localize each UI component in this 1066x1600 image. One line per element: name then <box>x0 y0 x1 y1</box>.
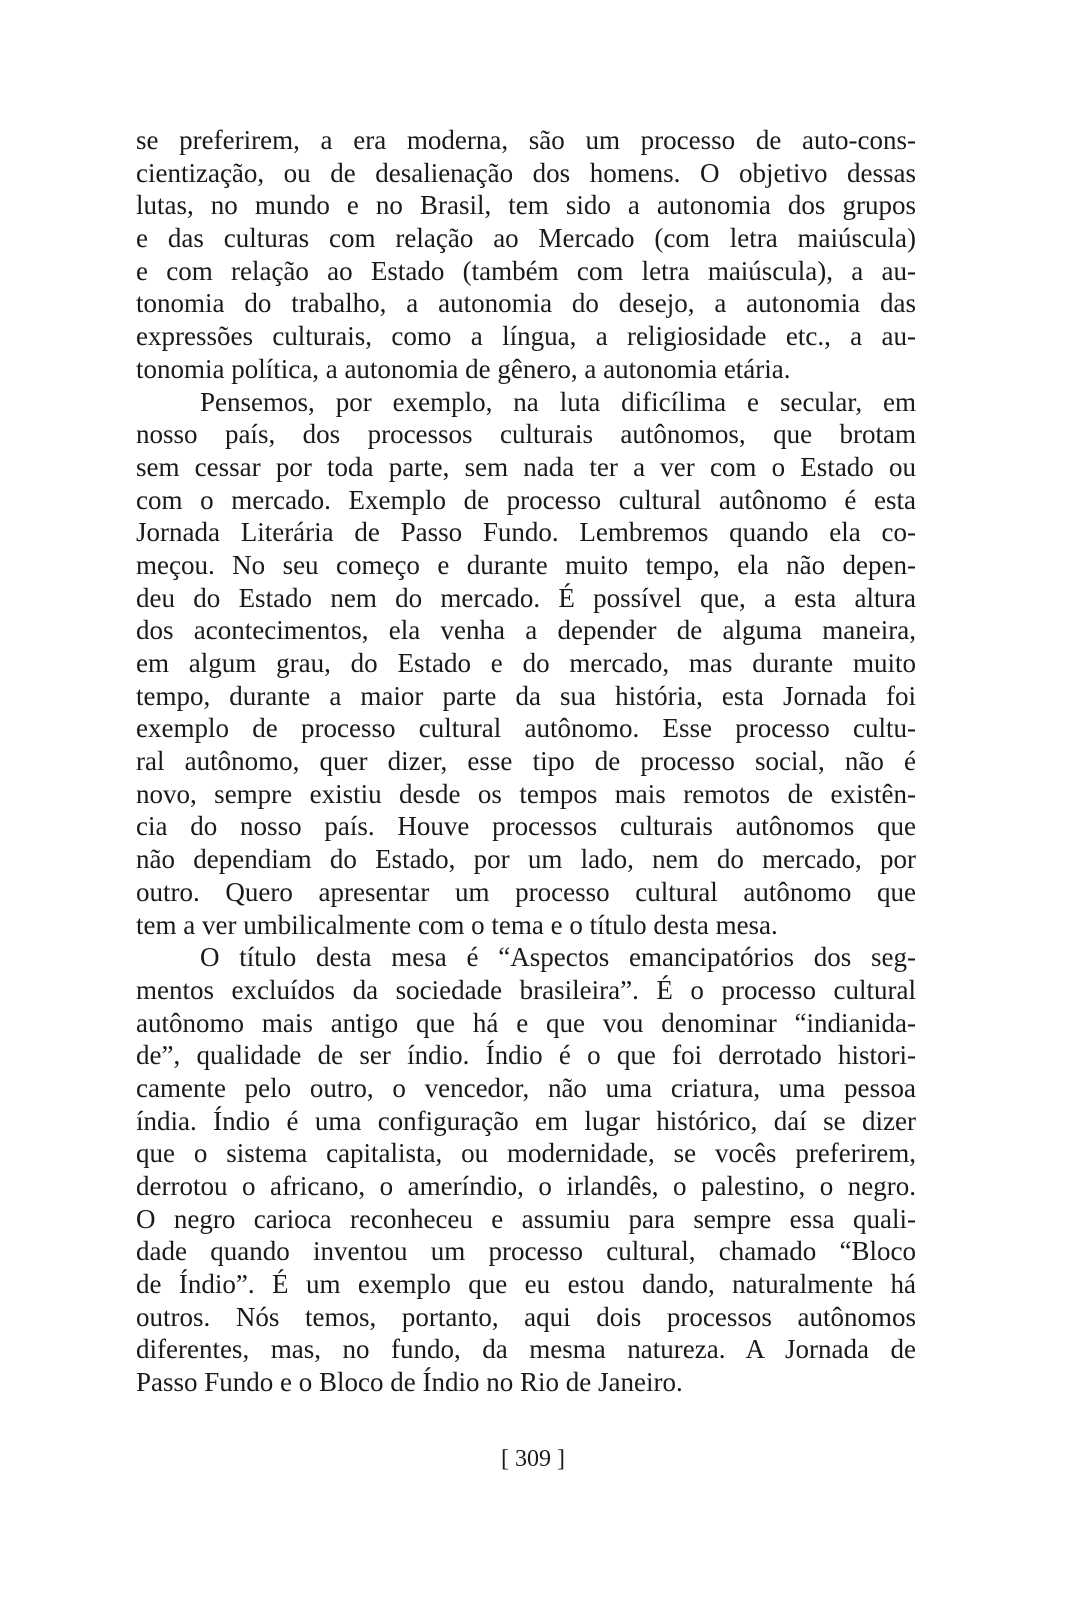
text-line: novo, sempre existiu desde os tempos mais remotos de existên- <box>136 778 916 809</box>
text-line: Jornada Literária de Passo Fundo. Lembremos quando ela co- <box>136 517 916 548</box>
text-line: de”, qualidade de ser índio. Índio é o que foi derrotado histori- <box>136 1040 916 1071</box>
text-line: meçou. No seu começo e durante muito tempo, ela não depen- <box>136 549 916 580</box>
text-line: em algum grau, do Estado e do mercado, mas durante muito <box>136 648 916 678</box>
page-body <box>136 124 916 1399</box>
text-line: Pensemos, por exemplo, na luta dificílima e secular, em <box>200 386 916 417</box>
text-line: sem cessar por toda parte, sem nada ter a ver com o Estado ou <box>136 451 916 482</box>
text-line: outro. Quero apresentar um processo cultural autônomo que <box>136 876 916 907</box>
paragraph <box>136 124 916 386</box>
text-line: não dependiam do Estado, por um lado, nem do mercado, por <box>136 844 916 875</box>
text-line: expressões culturais, como a língua, a religiosidade etc., a au- <box>136 321 916 352</box>
text-line: O negro carioca reconheceu e assumiu para sempre essa quali- <box>136 1203 916 1234</box>
text-line: derrotou o africano, o ameríndio, o irlandês, o palestino, o negro. <box>136 1171 916 1201</box>
text-line: ral autônomo, quer dizer, esse tipo de processo social, não é <box>136 746 916 777</box>
text-line: diferentes, mas, no fundo, da mesma natureza. A Jornada de <box>136 1334 916 1365</box>
text-line: O título desta mesa é “Aspectos emancipatórios dos seg- <box>200 942 916 973</box>
text-line: de Índio”. É um exemplo que eu estou dando, naturalmente há <box>136 1269 916 1300</box>
text-line: índia. Índio é uma configuração em lugar histórico, daí se dizer <box>136 1105 916 1136</box>
text-line: que o sistema capitalista, ou modernidade, se vocês preferirem, <box>136 1138 916 1169</box>
text-line: se preferirem, a era moderna, são um processo de auto-cons- <box>136 125 916 155</box>
text-line: exemplo de processo cultural autônomo. Esse processo cultu- <box>136 713 916 744</box>
paragraph <box>136 941 916 1399</box>
text-line: dos acontecimentos, ela venha a depender de alguma maneira, <box>136 615 916 646</box>
text-line: cia do nosso país. Houve processos culturais autônomos que <box>136 811 916 842</box>
text-line: tonomia do trabalho, a autonomia do desejo, a autonomia das <box>136 288 916 319</box>
text-line: com o mercado. Exemplo de processo cultural autônomo é esta <box>136 484 916 515</box>
text-line: tempo, durante a maior parte da sua história, esta Jornada foi <box>136 680 916 711</box>
text-line: dade quando inventou um processo cultural, chamado “Bloco <box>136 1236 916 1267</box>
text-line: e com relação ao Estado (também com letra maiúscula), a au- <box>136 255 916 286</box>
text-line: mentos excluídos da sociedade brasileira”. É o processo cultural <box>136 974 916 1005</box>
text-line: deu do Estado nem do mercado. É possível que, a esta altura <box>136 582 916 613</box>
paragraph-container <box>136 124 916 1399</box>
text-line: camente pelo outro, o vencedor, não uma criatura, uma pessoa <box>136 1072 916 1103</box>
text-line: lutas, no mundo e no Brasil, tem sido a autonomia dos grupos <box>136 190 916 221</box>
text-line: cientização, ou de desalienação dos homens. O objetivo dessas <box>136 157 916 188</box>
text-line: tonomia política, a autonomia de gênero, a autonomia etária. <box>136 353 791 384</box>
paragraph <box>136 386 916 942</box>
text-line: outros. Nós temos, portanto, aqui dois processos autônomos <box>136 1301 916 1332</box>
text-line: Passo Fundo e o Bloco de Índio no Rio de Janeiro. <box>136 1367 683 1398</box>
text-line: e das culturas com relação ao Mercado (com letra maiúscula) <box>136 223 916 254</box>
text-line: tem a ver umbilicalmente com o tema e o título desta mesa. <box>136 909 778 940</box>
page-number: [ 309 ] <box>501 1446 565 1472</box>
text-line: nosso país, dos processos culturais autônomos, que brotam <box>136 419 916 450</box>
text-line: autônomo mais antigo que há e que vou denominar “indianida- <box>136 1007 916 1038</box>
